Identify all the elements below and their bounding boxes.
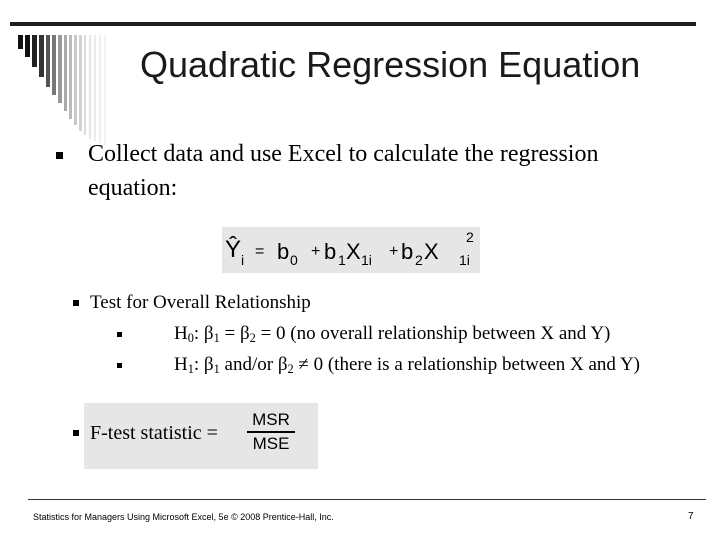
eq-equals: = bbox=[255, 243, 265, 260]
eq-b1-sub: 1 bbox=[338, 252, 346, 268]
footer-rule bbox=[28, 499, 706, 500]
sub-bullet-square bbox=[117, 332, 122, 337]
f-numerator: MSR bbox=[252, 410, 290, 429]
fraction-bar bbox=[247, 431, 295, 433]
decorative-bars bbox=[18, 35, 122, 145]
eq-b0-sub: 0 bbox=[290, 252, 298, 268]
hypothesis-h1: $H_1$: $\beta_1$ and/or $\beta_2 \ne 0$ (there is a relationship between X and Y) bbox=[174, 354, 641, 377]
sub-bullet-square bbox=[117, 363, 122, 368]
eq-x2-sub: 1i bbox=[459, 252, 470, 268]
bullet-test-overall: Test for Overall Relationship bbox=[90, 292, 311, 313]
hypothesis-h0: $H_0$: $\beta_1 = \beta_2 = 0$ (no overall relationship between X and Y) bbox=[174, 323, 611, 346]
eq-x2-sup: 2 bbox=[466, 229, 474, 245]
eq-b2: b bbox=[401, 239, 414, 264]
bullet-square bbox=[56, 152, 63, 159]
top-rule bbox=[10, 22, 696, 26]
eq-x2: X bbox=[424, 239, 439, 264]
bullet-collect-data: Collect data and use Excel to calculate the regression equation: bbox=[88, 141, 599, 201]
eq-b2-sub: 2 bbox=[415, 252, 423, 268]
f-fraction bbox=[247, 410, 295, 454]
eq-b1: b bbox=[324, 239, 337, 264]
regression-equation bbox=[222, 227, 480, 273]
eq-y-sub: i bbox=[241, 252, 245, 268]
bullet-square bbox=[73, 430, 79, 436]
eq-yhat: Ŷ bbox=[225, 236, 242, 263]
footer-text: Statistics for Managers Using Microsoft Excel, 5e © 2008 Prentice-Hall, Inc. bbox=[33, 512, 334, 522]
slide-title: Quadratic Regression Equation bbox=[140, 44, 641, 85]
bullet-square bbox=[73, 300, 79, 306]
page-number: 7 bbox=[688, 511, 694, 522]
f-denominator: MSE bbox=[252, 433, 290, 453]
eq-x1-sub: 1i bbox=[361, 252, 372, 268]
eq-x1: X bbox=[346, 239, 361, 264]
eq-plus2: + bbox=[389, 243, 399, 260]
bullet-f-test: F-test statistic = bbox=[90, 422, 218, 444]
eq-plus1: + bbox=[311, 243, 321, 260]
eq-b0: b bbox=[277, 239, 290, 264]
